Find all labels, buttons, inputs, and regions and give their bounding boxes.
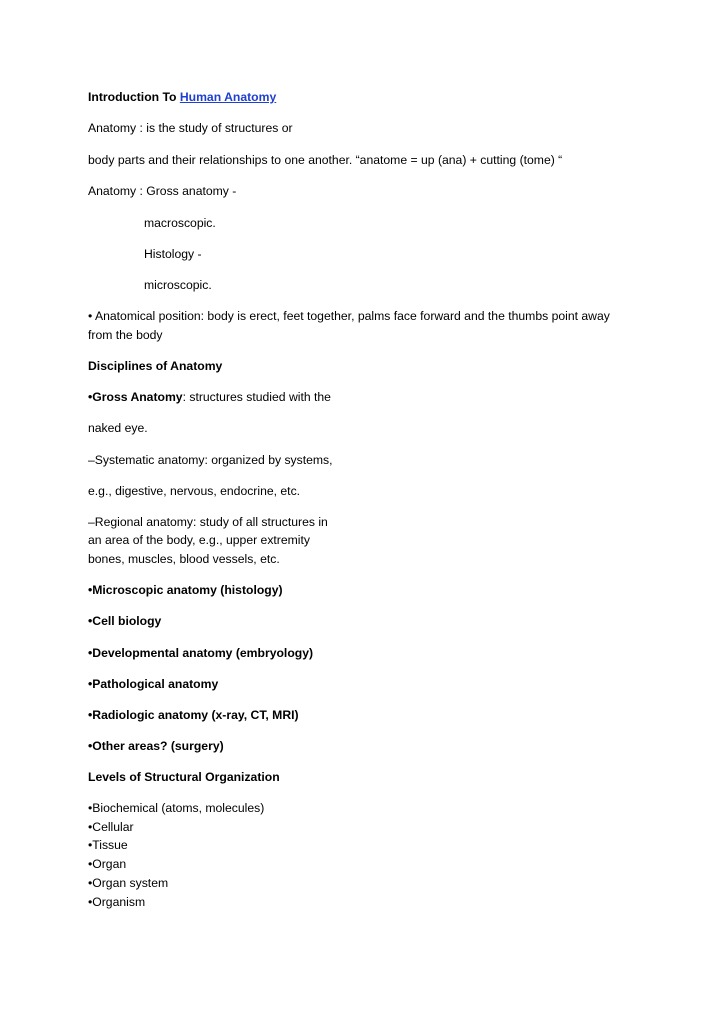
gross-anatomy-label: Gross Anatomy xyxy=(92,390,183,404)
document-title xyxy=(88,88,276,106)
type-item-macroscopic: macroscopic. xyxy=(144,216,216,230)
type-item-microscopic: microscopic. xyxy=(144,278,212,292)
anatomical-position-line-2: from the body xyxy=(88,328,163,342)
microscopic-anatomy-item: •Microscopic anatomy (histology) xyxy=(88,583,283,597)
anatomy-types-line: Anatomy : Gross anatomy - xyxy=(88,184,237,198)
level-item: •Organism xyxy=(88,895,146,909)
systematic-anatomy-line: –Systematic anatomy: organized by systems, xyxy=(88,453,333,467)
human-anatomy-link[interactable]: Human Anatomy xyxy=(179,90,277,104)
regional-anatomy-line-3: bones, muscles, blood vessels, etc. xyxy=(88,552,280,566)
radiologic-anatomy-item: •Radiologic anatomy (x-ray, CT, MRI) xyxy=(88,708,299,722)
definition-line-2: body parts and their relationships to one another. “anatome = up (ana) + cutting (tome) “ xyxy=(88,153,563,167)
systematic-anatomy-cont: e.g., digestive, nervous, endocrine, etc. xyxy=(88,484,301,498)
level-item: •Organ xyxy=(88,857,127,871)
level-item: •Biochemical (atoms, molecules) xyxy=(88,801,265,815)
level-item: •Cellular xyxy=(88,820,134,834)
gross-anatomy-cont: naked eye. xyxy=(88,421,148,435)
definition-line-1: Anatomy : is the study of structures or xyxy=(88,121,293,135)
anatomical-position-line-1: • Anatomical position: body is erect, feet together, palms face forward and the thumbs point away xyxy=(88,309,610,323)
cell-biology-item: •Cell biology xyxy=(88,614,162,628)
level-item: •Tissue xyxy=(88,838,128,852)
type-item-histology: Histology - xyxy=(144,247,202,261)
regional-anatomy-line-1: –Regional anatomy: study of all structures in xyxy=(88,515,328,529)
gross-bullet: • xyxy=(88,390,93,404)
levels-heading: Levels of Structural Organization xyxy=(88,770,280,784)
developmental-anatomy-item: •Developmental anatomy (embryology) xyxy=(88,646,314,660)
disciplines-heading: Disciplines of Anatomy xyxy=(88,359,223,373)
other-areas-item: •Other areas? (surgery) xyxy=(88,739,224,753)
regional-anatomy-line-2: an area of the body, e.g., upper extremity xyxy=(88,533,310,547)
level-item: •Organ system xyxy=(88,876,169,890)
gross-anatomy-text: : structures studied with the xyxy=(182,390,331,404)
title-prefix: Introduction To xyxy=(88,90,180,104)
gross-anatomy-line xyxy=(88,388,331,406)
pathological-anatomy-item: •Pathological anatomy xyxy=(88,677,219,691)
